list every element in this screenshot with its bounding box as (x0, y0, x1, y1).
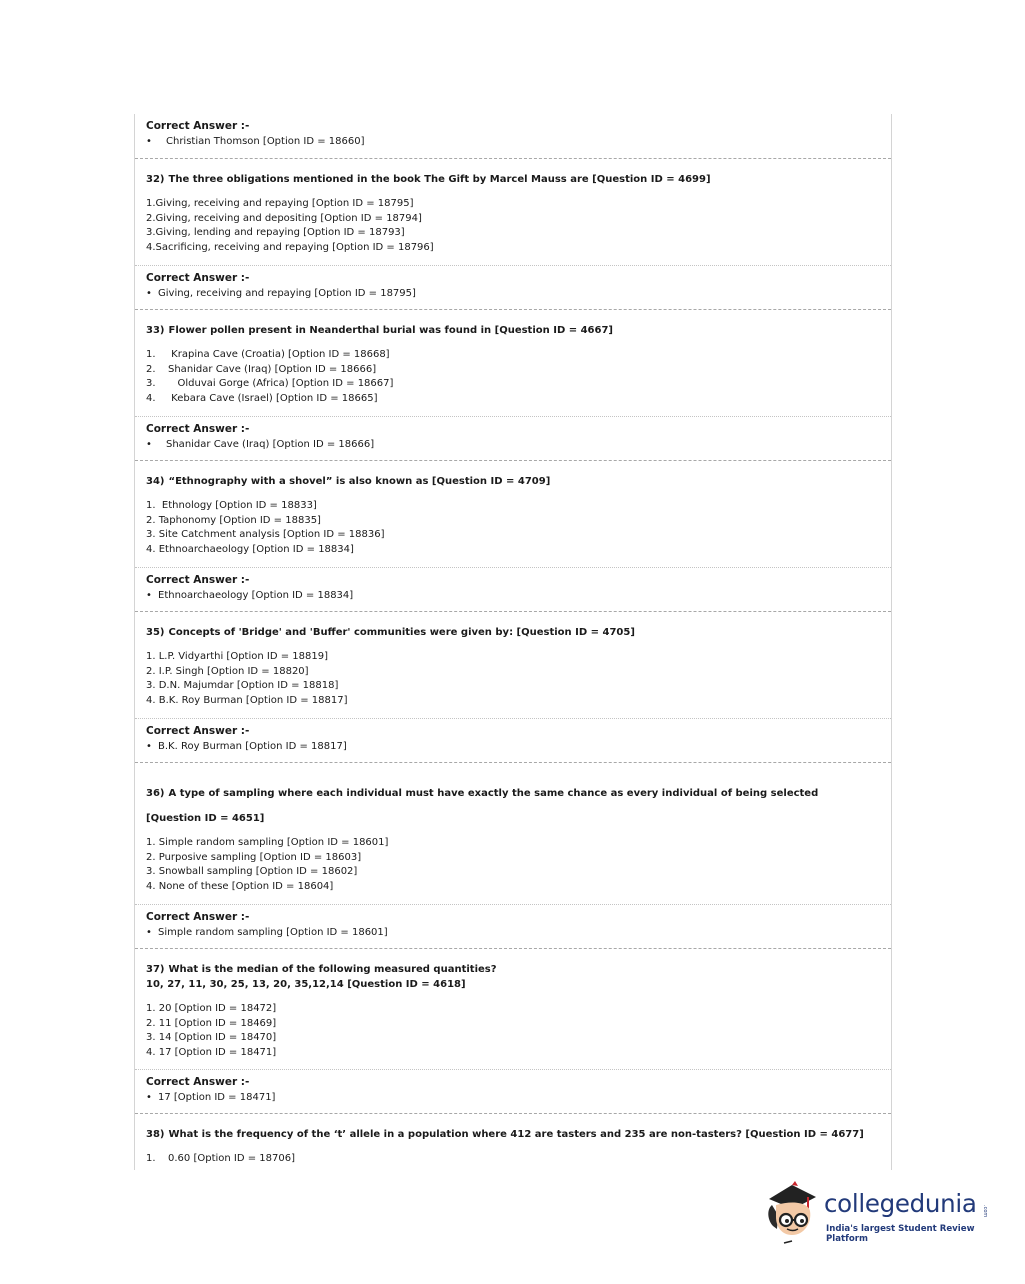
logo-suffix: .com (982, 1205, 988, 1218)
option-item: 1. Ethnology [Option ID = 18833] (146, 500, 317, 511)
answer-line: • Shanidar Cave (Iraq) [Option ID = 18666] (146, 439, 375, 450)
option-item: 4. Ethnoarchaeology [Option ID = 18834] (146, 543, 354, 555)
answer-label: Correct Answer :- (146, 911, 250, 923)
answer-line: • B.K. Roy Burman [Option ID = 18817] (146, 741, 347, 752)
question-title: 37) What is the median of the following measured quantities? (146, 964, 497, 975)
option-item: 3. D.N. Majumdar [Option ID = 18818] (146, 680, 339, 692)
answer-text: Christian Thomson [Option ID = 18660] (166, 136, 365, 147)
question-block-34 (135, 461, 891, 568)
mascot-icon (764, 1177, 826, 1249)
option-item: 4. Kebara Cave (Israel) [Option ID = 18665] (146, 392, 378, 404)
option-item: 1. Krapina Cave (Croatia) [Option ID = 18668] (146, 349, 390, 360)
option-item: 1. Simple random sampling [Option ID = 18601] (146, 837, 389, 848)
option-item: 4. None of these [Option ID = 18604] (146, 880, 334, 892)
answer-label: Correct Answer :- (146, 725, 250, 737)
question-block-38 (135, 1114, 891, 1170)
option-item: 3. Site Catchment analysis [Option ID = 18836] (146, 529, 385, 541)
question-block-36 (135, 763, 891, 905)
option-item: 2. Shanidar Cave (Iraq) [Option ID = 18666] (146, 363, 377, 375)
answer-block-32 (135, 266, 891, 310)
answer-label: Correct Answer :- (146, 1076, 250, 1088)
question-title: 38) What is the frequency of the ‘t’ allele in a population where 412 are tasters and 235 are non-tasters? [Question ID = 4677] (146, 1129, 864, 1140)
question-title: 36) A type of sampling where each individual must have exactly the same chance as every individual of being selected (146, 788, 819, 799)
option-item: 1. Giving, receiving and repaying [Option ID = 18795] (146, 198, 414, 209)
answer-block-34 (135, 568, 891, 612)
option-item: 2. 11 [Option ID = 18469] (146, 1017, 277, 1029)
question-title: 35) Concepts of 'Bridge' and 'Buffer' communities were given by: [Question ID = 4705] (146, 627, 635, 638)
option-item: 2. Giving, receiving and depositing [Option ID = 18794] (146, 212, 422, 224)
logo-tagline: India's largest Student Review Platform (826, 1224, 975, 1244)
answer-label: Correct Answer :- (146, 574, 250, 586)
answer-label: Correct Answer :- (146, 120, 250, 132)
answer-text: 17 [Option ID = 18471] (158, 1092, 276, 1103)
answer-text: B.K. Roy Burman [Option ID = 18817] (158, 741, 347, 752)
answer-line: • Ethnoarchaeology [Option ID = 18834] (146, 590, 354, 601)
answer-label: Correct Answer :- (146, 272, 250, 284)
option-item: 3. Snowball sampling [Option ID = 18602] (146, 866, 358, 878)
option-item: 4. Sacrificing, receiving and repaying [Option ID = 18796] (146, 241, 434, 253)
option-item: 1. L.P. Vidyarthi [Option ID = 18819] (146, 651, 328, 662)
answer-block-35 (135, 719, 891, 763)
question-id: [Question ID = 4651] (146, 813, 265, 824)
answer-line: • Giving, receiving and repaying [Option ID = 18795] (146, 288, 416, 299)
option-item: 1. 0.60 [Option ID = 18706] (146, 1153, 295, 1164)
question-sheet (134, 114, 892, 1170)
option-item: 3. Olduvai Gorge (Africa) [Option ID = 18667] (146, 378, 394, 390)
answer-text: Simple random sampling [Option ID = 18601] (158, 927, 388, 938)
option-item: 2. I.P. Singh [Option ID = 18820] (146, 665, 309, 677)
question-block-33 (135, 310, 891, 417)
option-item: 2. Purposive sampling [Option ID = 18603] (146, 851, 362, 863)
option-item: 3. Giving, lending and repaying [Option ID = 18793] (146, 227, 405, 239)
answer-text: Ethnoarchaeology [Option ID = 18834] (158, 590, 354, 601)
logo-wordmark: collegedunia (824, 1189, 977, 1218)
question-title: 34) “Ethnography with a shovel” is also known as [Question ID = 4709] (146, 476, 551, 487)
answer-line: • Christian Thomson [Option ID = 18660] (146, 136, 365, 147)
question-data: 10, 27, 11, 30, 25, 13, 20, 35,12,14 [Question ID = 4618] (146, 979, 466, 990)
collegedunia-logo (764, 1177, 994, 1249)
question-block-37 (135, 949, 891, 1070)
question-block-35 (135, 612, 891, 719)
question-title: 33) Flower pollen present in Neanderthal burial was found in [Question ID = 4667] (146, 325, 614, 336)
option-item: 1. 20 [Option ID = 18472] (146, 1003, 277, 1014)
answer-line: • Simple random sampling [Option ID = 18601] (146, 927, 388, 938)
question-block-32 (135, 159, 891, 266)
answer-block-37 (135, 1070, 891, 1114)
answer-label: Correct Answer :- (146, 423, 250, 435)
option-item: 2. Taphonomy [Option ID = 18835] (146, 514, 321, 526)
answer-block-33 (135, 417, 891, 461)
answer-line: • 17 [Option ID = 18471] (146, 1092, 276, 1103)
option-item: 4. 17 [Option ID = 18471] (146, 1046, 277, 1058)
answer-block-31 (135, 114, 891, 159)
answer-text: Giving, receiving and repaying [Option ID = 18795] (158, 288, 416, 299)
question-title: 32) The three obligations mentioned in the book The Gift by Marcel Mauss are [Question ID = 4699] (146, 174, 711, 185)
option-item: 3. 14 [Option ID = 18470] (146, 1032, 277, 1044)
answer-text: Shanidar Cave (Iraq) [Option ID = 18666] (166, 439, 375, 450)
option-item: 4. B.K. Roy Burman [Option ID = 18817] (146, 694, 348, 706)
answer-block-36 (135, 905, 891, 949)
